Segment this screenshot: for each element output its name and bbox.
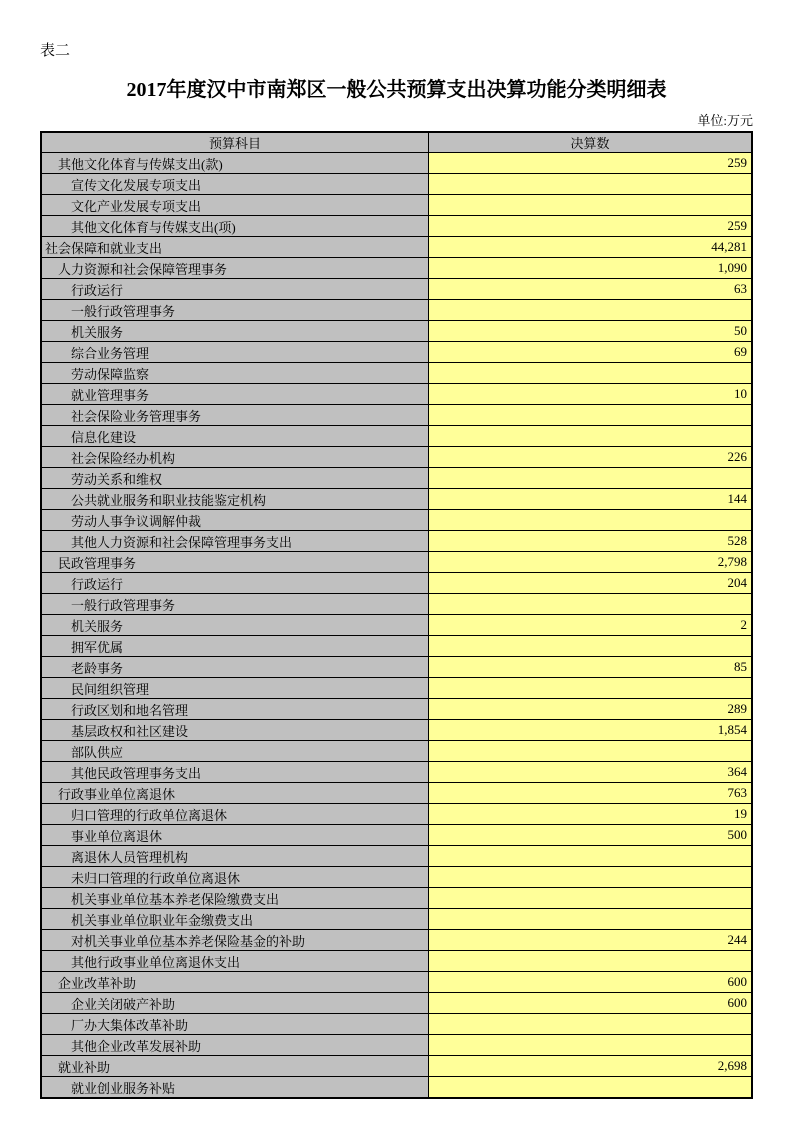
table-row xyxy=(41,594,752,615)
column-header-subject: 预算科目 xyxy=(41,132,429,153)
subject-cell: 事业单位离退休 xyxy=(41,825,429,846)
header-row xyxy=(41,132,752,153)
table-row xyxy=(41,951,752,972)
amount-cell: 44,281 xyxy=(429,237,753,258)
amount-cell xyxy=(429,741,753,762)
amount-cell: 2,798 xyxy=(429,552,753,573)
subject-cell: 行政运行 xyxy=(41,279,429,300)
table-row xyxy=(41,384,752,405)
table-row xyxy=(41,825,752,846)
table-row xyxy=(41,174,752,195)
amount-cell: 10 xyxy=(429,384,753,405)
table-row xyxy=(41,867,752,888)
table-row xyxy=(41,846,752,867)
subject-cell: 基层政权和社区建设 xyxy=(41,720,429,741)
amount-cell xyxy=(429,363,753,384)
amount-cell xyxy=(429,867,753,888)
table-row xyxy=(41,720,752,741)
table-row xyxy=(41,258,752,279)
amount-cell: 2,698 xyxy=(429,1056,753,1077)
amount-cell xyxy=(429,300,753,321)
unit-note: 单位:万元 xyxy=(697,113,753,128)
table-header xyxy=(41,132,752,153)
table-row xyxy=(41,930,752,951)
table-row xyxy=(41,195,752,216)
subject-cell: 机关服务 xyxy=(41,321,429,342)
table-row xyxy=(41,153,752,174)
subject-cell: 部队供应 xyxy=(41,741,429,762)
subject-cell: 民政管理事务 xyxy=(41,552,429,573)
subject-cell: 其他民政管理事务支出 xyxy=(41,762,429,783)
table-row xyxy=(41,321,752,342)
table-row xyxy=(41,762,752,783)
table-row xyxy=(41,342,752,363)
table-row xyxy=(41,783,752,804)
amount-cell: 528 xyxy=(429,531,753,552)
amount-cell: 144 xyxy=(429,489,753,510)
amount-cell: 500 xyxy=(429,825,753,846)
subject-cell: 其他人力资源和社会保障管理事务支出 xyxy=(41,531,429,552)
subject-cell: 就业管理事务 xyxy=(41,384,429,405)
amount-cell xyxy=(429,1014,753,1035)
amount-cell xyxy=(429,1077,753,1099)
table-body xyxy=(41,153,752,1099)
amount-cell xyxy=(429,174,753,195)
amount-cell: 226 xyxy=(429,447,753,468)
subject-cell: 机关事业单位基本养老保险缴费支出 xyxy=(41,888,429,909)
subject-cell: 文化产业发展专项支出 xyxy=(41,195,429,216)
subject-cell: 宣传文化发展专项支出 xyxy=(41,174,429,195)
column-header-amount: 决算数 xyxy=(429,132,753,153)
amount-cell xyxy=(429,510,753,531)
table-row xyxy=(41,510,752,531)
subject-cell: 行政区划和地名管理 xyxy=(41,699,429,720)
table-row xyxy=(41,636,752,657)
amount-cell: 763 xyxy=(429,783,753,804)
amount-cell xyxy=(429,678,753,699)
amount-cell xyxy=(429,636,753,657)
table-row xyxy=(41,993,752,1014)
amount-cell: 1,090 xyxy=(429,258,753,279)
subject-cell: 社会保障和就业支出 xyxy=(41,237,429,258)
subject-cell: 老龄事务 xyxy=(41,657,429,678)
amount-cell xyxy=(429,909,753,930)
amount-cell xyxy=(429,195,753,216)
table-row xyxy=(41,573,752,594)
subject-cell: 劳动关系和维权 xyxy=(41,468,429,489)
subject-cell: 劳动人事争议调解仲裁 xyxy=(41,510,429,531)
table-row xyxy=(41,237,752,258)
table-number-label: 表二 xyxy=(40,43,71,59)
amount-cell: 259 xyxy=(429,153,753,174)
table-row xyxy=(41,972,752,993)
amount-cell: 2 xyxy=(429,615,753,636)
amount-cell xyxy=(429,846,753,867)
table-row xyxy=(41,447,752,468)
amount-cell: 600 xyxy=(429,993,753,1014)
table-row xyxy=(41,1014,752,1035)
table-row xyxy=(41,405,752,426)
subject-cell: 其他文化体育与传媒支出(款) xyxy=(41,153,429,174)
subject-cell: 劳动保障监察 xyxy=(41,363,429,384)
subject-cell: 企业改革补助 xyxy=(41,972,429,993)
subject-cell: 离退休人员管理机构 xyxy=(41,846,429,867)
amount-cell xyxy=(429,426,753,447)
subject-cell: 就业补助 xyxy=(41,1056,429,1077)
amount-cell xyxy=(429,1035,753,1056)
amount-cell: 63 xyxy=(429,279,753,300)
amount-cell: 364 xyxy=(429,762,753,783)
table-row xyxy=(41,552,752,573)
amount-cell: 259 xyxy=(429,216,753,237)
amount-cell xyxy=(429,468,753,489)
table-row xyxy=(41,468,752,489)
subject-cell: 社会保险经办机构 xyxy=(41,447,429,468)
amount-cell: 1,854 xyxy=(429,720,753,741)
subject-cell: 社会保险业务管理事务 xyxy=(41,405,429,426)
amount-cell xyxy=(429,405,753,426)
subject-cell: 综合业务管理 xyxy=(41,342,429,363)
table-row xyxy=(41,678,752,699)
amount-cell xyxy=(429,951,753,972)
subject-cell: 企业关闭破产补助 xyxy=(41,993,429,1014)
subject-cell: 厂办大集体改革补助 xyxy=(41,1014,429,1035)
amount-cell xyxy=(429,594,753,615)
budget-table xyxy=(40,131,753,1099)
amount-cell: 85 xyxy=(429,657,753,678)
table-row xyxy=(41,216,752,237)
table-row xyxy=(41,279,752,300)
table-row xyxy=(41,531,752,552)
subject-cell: 其他文化体育与传媒支出(项) xyxy=(41,216,429,237)
subject-cell: 一般行政管理事务 xyxy=(41,594,429,615)
amount-cell: 50 xyxy=(429,321,753,342)
subject-cell: 拥军优属 xyxy=(41,636,429,657)
amount-cell: 244 xyxy=(429,930,753,951)
subject-cell: 就业创业服务补贴 xyxy=(41,1077,429,1099)
subject-cell: 未归口管理的行政单位离退休 xyxy=(41,867,429,888)
subject-cell: 公共就业服务和职业技能鉴定机构 xyxy=(41,489,429,510)
subject-cell: 行政事业单位离退休 xyxy=(41,783,429,804)
subject-cell: 机关服务 xyxy=(41,615,429,636)
amount-cell xyxy=(429,888,753,909)
amount-cell: 19 xyxy=(429,804,753,825)
amount-cell: 69 xyxy=(429,342,753,363)
subject-cell: 一般行政管理事务 xyxy=(41,300,429,321)
table-row xyxy=(41,489,752,510)
table-row xyxy=(41,699,752,720)
subject-cell: 机关事业单位职业年金缴费支出 xyxy=(41,909,429,930)
table-row xyxy=(41,909,752,930)
table-row xyxy=(41,741,752,762)
table-row xyxy=(41,1035,752,1056)
subject-cell: 人力资源和社会保障管理事务 xyxy=(41,258,429,279)
document-page xyxy=(40,0,753,1099)
subject-cell: 行政运行 xyxy=(41,573,429,594)
table-row xyxy=(41,1056,752,1077)
table-row xyxy=(41,1077,752,1099)
subject-cell: 信息化建设 xyxy=(41,426,429,447)
amount-cell: 600 xyxy=(429,972,753,993)
subject-cell: 其他企业改革发展补助 xyxy=(41,1035,429,1056)
subject-cell: 民间组织管理 xyxy=(41,678,429,699)
amount-cell: 289 xyxy=(429,699,753,720)
table-row xyxy=(41,888,752,909)
table-row xyxy=(41,615,752,636)
table-row xyxy=(41,426,752,447)
table-row xyxy=(41,300,752,321)
table-row xyxy=(41,363,752,384)
subject-cell: 对机关事业单位基本养老保险基金的补助 xyxy=(41,930,429,951)
amount-cell: 204 xyxy=(429,573,753,594)
subject-cell: 归口管理的行政单位离退休 xyxy=(41,804,429,825)
table-row xyxy=(41,657,752,678)
subject-cell: 其他行政事业单位离退休支出 xyxy=(41,951,429,972)
table-row xyxy=(41,804,752,825)
page-title: 2017年度汉中市南郑区一般公共预算支出决算功能分类明细表 xyxy=(126,79,667,101)
